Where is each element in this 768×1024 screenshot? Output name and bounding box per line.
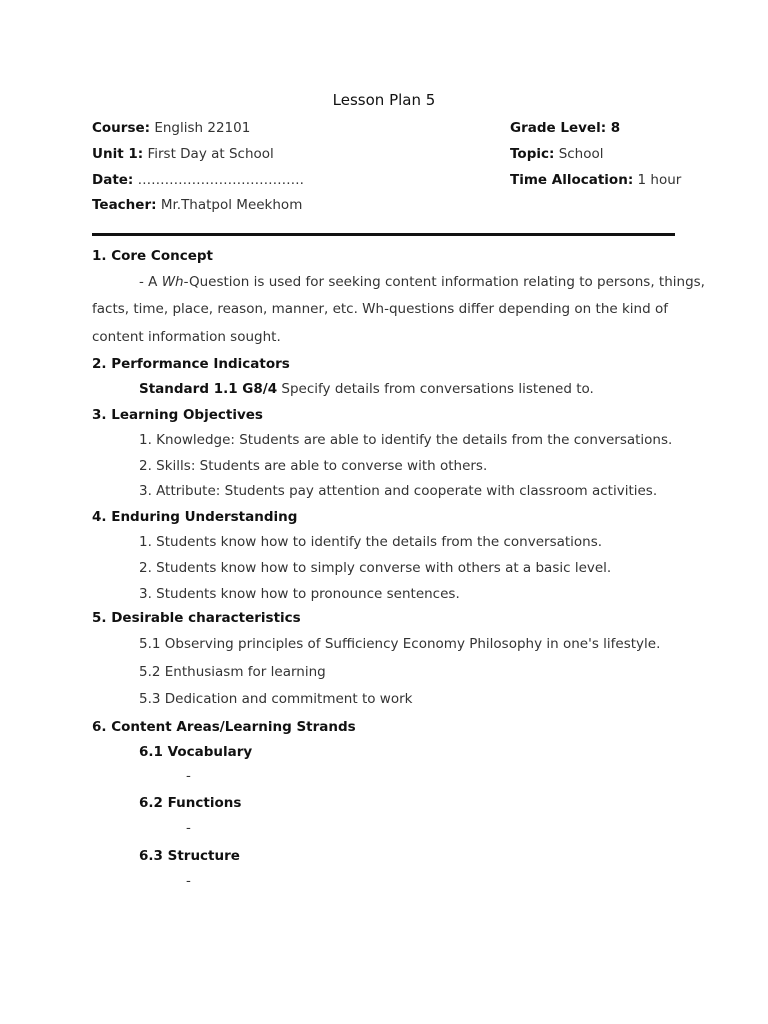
subsection-vocabulary: 6.1 Vocabulary [139,744,253,760]
date-field [92,171,304,189]
topic-label: Topic: [510,146,555,162]
teacher-value: Mr.Thatpol Meekhom [160,197,303,213]
section-1-paragraph-line-1 [139,273,705,291]
section-5-heading: 5. Desirable characteristics [92,610,301,626]
grade-label: Grade Level: 8 [510,120,621,136]
section-1-text: -Question is used for seeking content information relating to persons, things, [183,274,705,290]
understanding-item: 3. Students know how to pronounce sentences. [139,586,460,602]
understanding-item: 2. Students know how to simply converse with others at a basic level. [139,560,612,576]
teacher-field [92,196,302,214]
date-label: Date: [92,172,134,188]
subsection-structure: 6.3 Structure [139,848,240,864]
grade-field [510,119,620,137]
characteristic-item: 5.3 Dedication and commitment to work [139,691,413,707]
understanding-item: 1. Students know how to identify the details from the conversations. [139,534,603,550]
wh-emphasis: Wh [161,274,184,290]
time-allocation-value: 1 hour [637,172,682,188]
standard-label: Standard 1.1 G8/4 [139,381,278,397]
document-title: Lesson Plan 5 [332,91,436,109]
standard-line [139,380,594,398]
topic-field [510,145,604,163]
structure-value: - [186,873,191,889]
functions-value: - [186,820,191,836]
section-1-heading: 1. Core Concept [92,248,213,264]
course-value: English 22101 [154,120,251,136]
standard-text: Specify details from conversations listened to. [277,381,594,397]
topic-value: School [558,146,604,162]
time-allocation-field [510,171,681,189]
course-field [92,119,250,137]
course-label: Course: [92,120,151,136]
teacher-label: Teacher: [92,197,157,213]
objective-item: 2. Skills: Students are able to converse with others. [139,458,488,474]
section-1-paragraph-line-2: facts, time, place, reason, manner, etc. Wh-questions differ depending on the kind of [92,301,668,317]
unit-field [92,145,274,163]
time-allocation-label: Time Allocation: [510,172,634,188]
unit-value: First Day at School [147,146,274,162]
objective-item: 3. Attribute: Students pay attention and cooperate with classroom activities. [139,483,658,499]
date-value: ………………………………. [137,172,304,188]
unit-label: Unit 1: [92,146,144,162]
header-divider [92,233,675,236]
objective-item: 1. Knowledge: Students are able to identify the details from the conversations. [139,432,673,448]
section-1-paragraph-line-3: content information sought. [92,329,281,345]
section-6-heading: 6. Content Areas/Learning Strands [92,719,356,735]
characteristic-item: 5.2 Enthusiasm for learning [139,664,326,680]
vocabulary-value: - [186,768,191,784]
bullet-dash: - A [139,274,162,290]
section-2-heading: 2. Performance Indicators [92,356,290,372]
subsection-functions: 6.2 Functions [139,795,242,811]
section-3-heading: 3. Learning Objectives [92,407,263,423]
characteristic-item: 5.1 Observing principles of Sufficiency Economy Philosophy in one's lifestyle. [139,636,661,652]
section-4-heading: 4. Enduring Understanding [92,509,298,525]
